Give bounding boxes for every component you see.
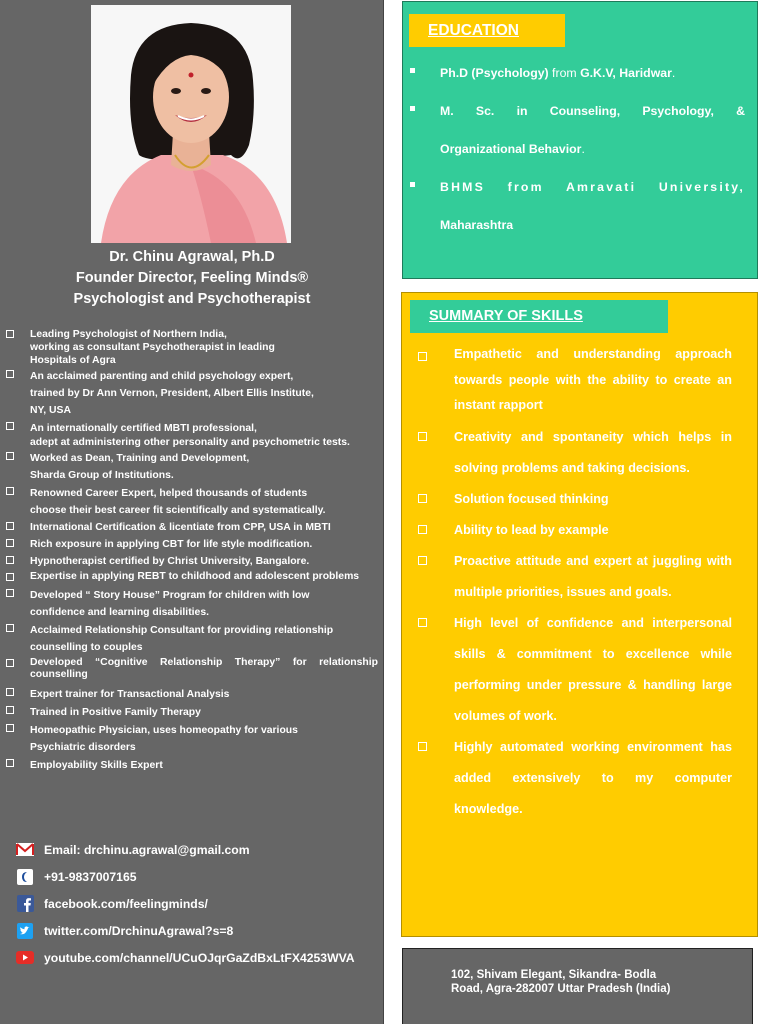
- checkbox-icon: [6, 624, 14, 632]
- list-item: Developed “Cognitive Relationship Therapy” for relationship counselling: [6, 657, 378, 681]
- contact-list: [16, 836, 355, 971]
- list-item: BHMS from Amravati University, Maharashtra: [409, 168, 745, 244]
- facebook-text[interactable]: facebook.com/feelingminds/: [44, 896, 208, 911]
- checkbox-icon: [6, 556, 14, 564]
- bullet-icon: [410, 106, 415, 111]
- checkbox-icon: [6, 759, 14, 767]
- checkbox-icon: [6, 452, 14, 460]
- skills-section: [401, 292, 758, 937]
- email-text[interactable]: Email: drchinu.agrawal@gmail.com: [44, 842, 250, 857]
- checkbox-icon: [6, 330, 14, 338]
- checkbox-icon: [6, 688, 14, 696]
- list-item: Employability Skills Expert: [6, 757, 378, 774]
- twitter-text[interactable]: twitter.com/DrchinuAgrawal?s=8: [44, 923, 234, 938]
- checkbox-icon: [418, 742, 427, 751]
- facebook-icon: [16, 896, 34, 912]
- portrait-illustration: [91, 5, 291, 243]
- profile-photo: [91, 5, 291, 243]
- checkbox-icon: [418, 618, 427, 627]
- youtube-text[interactable]: youtube.com/channel/UCuOJqrGaZdBxLtFX4253WVA: [44, 950, 355, 965]
- doctor-name: Dr. Chinu Agrawal, Ph.D: [109, 249, 275, 265]
- email-contact[interactable]: [16, 836, 355, 863]
- twitter-icon: [16, 923, 34, 939]
- list-item: Hypnotherapist certified by Christ University, Bangalore.: [6, 554, 378, 570]
- list-item: Ph.D (Psychology) from G.K.V, Haridwar.: [409, 54, 745, 92]
- twitter-contact[interactable]: [16, 917, 355, 944]
- checkbox-icon: [6, 422, 14, 430]
- founder-title: Founder Director, Feeling Minds®: [75, 270, 309, 286]
- phone-icon: [16, 869, 34, 885]
- checkbox-icon: [6, 487, 14, 495]
- list-item: Homeopathic Physician, uses homeopathy for various Psychiatric disorders: [6, 722, 378, 756]
- list-item: Acclaimed Relationship Consultant for providing relationship counselling to couples: [6, 622, 378, 656]
- youtube-icon: [16, 950, 34, 966]
- mail-icon: [16, 842, 34, 858]
- highlights-list: [6, 328, 378, 775]
- facebook-contact[interactable]: [16, 890, 355, 917]
- checkbox-icon: [6, 659, 14, 667]
- checkbox-icon: [418, 352, 427, 361]
- skills-heading: SUMMARY OF SKILLS: [410, 300, 668, 333]
- list-item: Proactive attitude and expert at juggling with multiple priorities, issues and goals.: [417, 546, 732, 608]
- list-item: Expert trainer for Transactional Analysis: [6, 686, 378, 703]
- checkbox-icon: [6, 522, 14, 530]
- address-box: [402, 948, 753, 1024]
- list-item: Worked as Dean, Training and Development, Sharda Group of Institutions.: [6, 450, 378, 484]
- checkbox-icon: [418, 525, 427, 534]
- list-item: M. Sc. in Counseling, Psychology, & Organizational Behavior.: [409, 92, 745, 168]
- list-item: Rich exposure in applying CBT for life style modification.: [6, 537, 378, 553]
- skills-list: [417, 342, 732, 825]
- checkbox-icon: [6, 589, 14, 597]
- list-item: Developed “ Story House” Program for children with low confidence and learning disabilities.: [6, 587, 378, 621]
- list-item: High level of confidence and interpersonal skills & commitment to excellence while performing under pressure & handling large volumes of work.: [417, 608, 732, 732]
- list-item: Creativity and spontaneity which helps in solving problems and taking decisions.: [417, 422, 732, 484]
- list-item: An internationally certified MBTI professional, adept at administering other personality and psychometric tests.: [6, 420, 378, 449]
- list-item: Solution focused thinking: [417, 484, 732, 515]
- list-item: Leading Psychologist of Northern India, working as consultant Psychotherapist in leading Hospitals of Agra: [6, 328, 378, 367]
- education-list: [409, 54, 745, 244]
- list-item: Renowned Career Expert, helped thousands of students choose their best career fit scientifically and systematically.: [6, 485, 378, 519]
- list-item: Highly automated working environment has added extensively to my computer knowledge.: [417, 732, 732, 825]
- list-item: An acclaimed parenting and child psychology expert, trained by Dr Ann Vernon, President, Albert Ellis Institute, NY, USA: [6, 368, 378, 419]
- list-item: Trained in Positive Family Therapy: [6, 704, 378, 721]
- list-item: Expertise in applying REBT to childhood and adolescent problems: [6, 571, 378, 583]
- checkbox-icon: [6, 573, 14, 581]
- phone-text[interactable]: +91-9837007165: [44, 869, 137, 884]
- checkbox-icon: [418, 432, 427, 441]
- bullet-icon: [410, 182, 415, 187]
- list-item: Ability to lead by example: [417, 515, 732, 546]
- address-text: 102, Shivam Elegant, Sikandra- Bodla Road, Agra-282007 Uttar Pradesh (India): [451, 969, 671, 995]
- checkbox-icon: [6, 706, 14, 714]
- checkbox-icon: [6, 724, 14, 732]
- checkbox-icon: [6, 370, 14, 378]
- education-heading: EDUCATION: [409, 14, 565, 47]
- bullet-icon: [410, 68, 415, 73]
- checkbox-icon: [418, 556, 427, 565]
- checkbox-icon: [6, 539, 14, 547]
- phone-contact[interactable]: [16, 863, 355, 890]
- checkbox-icon: [418, 494, 427, 503]
- name-block: [0, 247, 384, 310]
- education-section: [402, 1, 758, 279]
- youtube-contact[interactable]: [16, 944, 355, 971]
- list-item: International Certification & licentiate from CPP, USA in MBTI: [6, 520, 378, 536]
- profession: Psychologist and Psychotherapist: [73, 291, 311, 307]
- list-item: Empathetic and understanding approach towards people with the ability to create an instant rapport: [417, 342, 732, 419]
